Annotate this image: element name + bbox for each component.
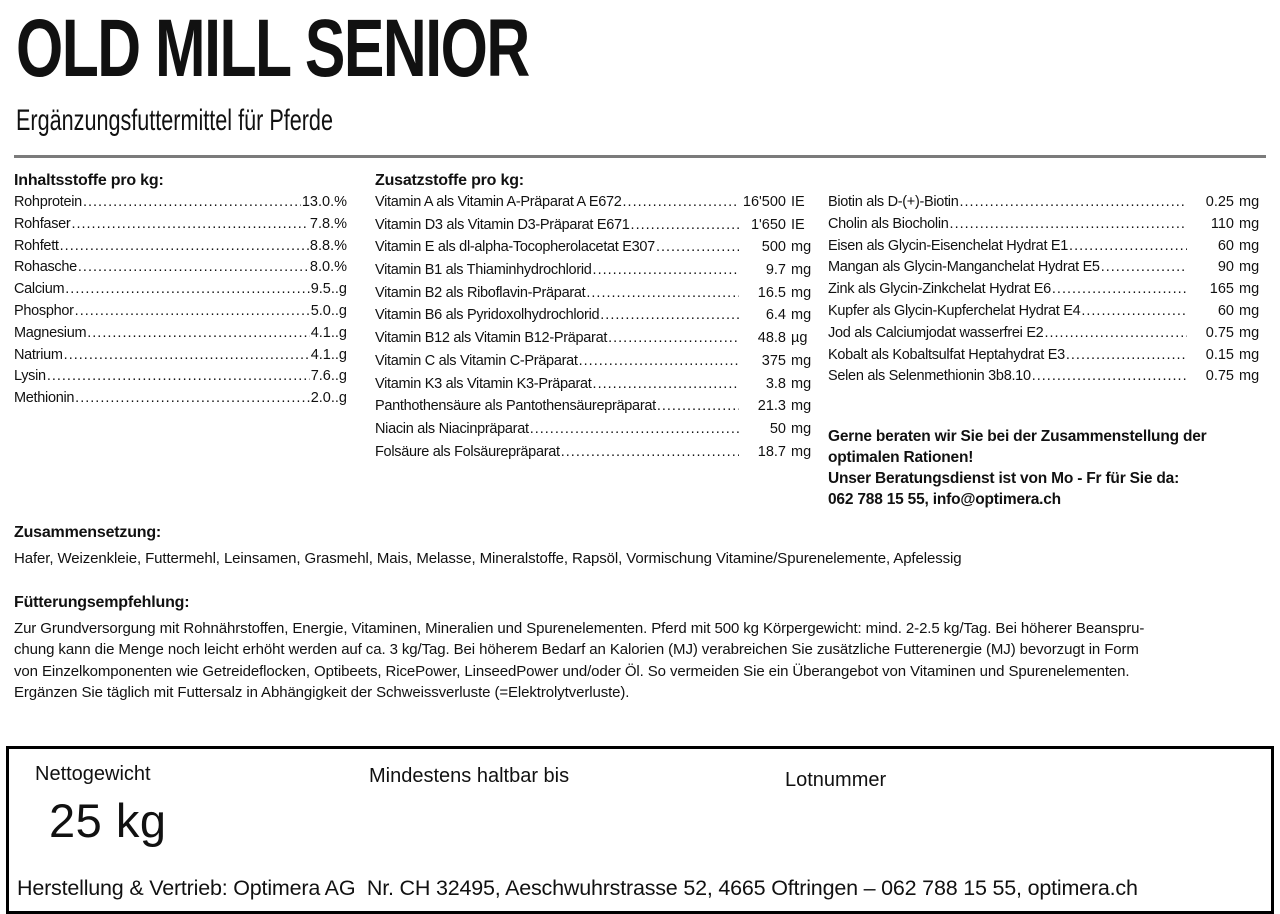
nutrient-label: Rohasche: [14, 259, 77, 276]
additive-label: Kupfer als Glycin-Kupferchelat Hydrat E4: [828, 302, 1081, 319]
additive-row: [375, 217, 818, 240]
additive-label: Mangan als Glycin-Manganchelat Hydrat E5: [828, 259, 1100, 276]
dot-leader: [530, 421, 739, 437]
additive-unit: mg: [1239, 324, 1260, 341]
dot-leader: [75, 303, 310, 319]
dot-leader: [1101, 259, 1187, 275]
additive-value: 0.15: [1205, 346, 1234, 363]
additive-label: Vitamin B2 als Riboflavin-Präparat: [375, 284, 586, 301]
additive-unit: µg: [791, 330, 808, 347]
additive-value: 60: [1217, 237, 1234, 254]
column-heading-spacer: [828, 172, 1266, 194]
dot-leader: [623, 194, 739, 210]
text-line: chung kann die Menge noch leicht erhöht werden auf ca. 3 kg/Tag. Bei höherem Bedarf an Kalorien (MJ) verabreichen Sie zusätzliche Futterenergie (MJ) bevorzugt in Form: [14, 641, 1139, 659]
additive-value: 48.8: [757, 330, 786, 347]
dot-leader: [87, 325, 309, 341]
additive-label: Cholin als Biocholin: [828, 215, 949, 232]
nutrient-row: [14, 347, 347, 369]
dot-leader: [1032, 368, 1187, 384]
additive-unit: mg: [791, 262, 812, 279]
dot-leader: [960, 194, 1188, 210]
dot-leader: [78, 259, 309, 275]
additive-label: Vitamin E als dl-alpha-Tocopherolacetat E307: [375, 239, 655, 256]
dot-leader: [657, 398, 739, 414]
additive-label: Zink als Glycin-Zinkchelat Hydrat E6: [828, 281, 1051, 298]
nutrient-label: Rohfaser: [14, 215, 71, 232]
additive-unit: mg: [1239, 281, 1260, 298]
manufacturer-line: Herstellung & Vertrieb: Optimera AG Nr. CH 32495, Aeschwuhrstrasse 52, 4665 Oftringen – 062 788 15 55, optimera.ch: [17, 875, 1138, 900]
additive-row: [375, 421, 818, 444]
dot-leader: [593, 376, 739, 392]
additive-unit: IE: [791, 194, 805, 210]
additive-row: [828, 325, 1266, 347]
additives-column: [375, 172, 818, 466]
additive-row: [375, 194, 818, 217]
dot-leader: [1069, 238, 1187, 254]
nutrient-row: [14, 194, 347, 216]
additive-value: 60: [1217, 302, 1234, 319]
additive-unit: mg: [1239, 259, 1260, 276]
additive-value: 500: [761, 239, 786, 256]
additive-value: 6.4: [765, 307, 786, 324]
additive-label: Vitamin K3 als Vitamin K3-Präparat: [375, 375, 592, 392]
additive-row: [375, 444, 818, 467]
additive-value: 50: [769, 420, 786, 437]
declaration-box: [6, 746, 1274, 914]
dot-leader: [950, 216, 1187, 232]
nutrient-label: Magnesium: [14, 324, 87, 341]
additive-unit: mg: [791, 420, 812, 437]
additive-unit: mg: [791, 284, 812, 301]
additive-unit: mg: [1239, 237, 1260, 254]
dot-leader: [1044, 325, 1187, 341]
additive-unit: mg: [1239, 368, 1260, 385]
additive-row: [375, 353, 818, 376]
additive-label: Vitamin A als Vitamin A-Präparat A E672: [375, 194, 622, 210]
dot-leader: [64, 347, 310, 363]
additive-unit: mg: [791, 443, 812, 460]
nutrient-row: [14, 238, 347, 260]
additive-row: [828, 281, 1266, 303]
additive-value: 110: [1210, 215, 1234, 232]
dot-leader: [47, 368, 310, 384]
additive-row: [828, 194, 1266, 216]
nutrient-row: [14, 281, 347, 303]
additive-row: [375, 376, 818, 399]
additive-row: [375, 285, 818, 308]
lot-number-label: Lotnummer: [785, 768, 887, 791]
column-heading-inhaltsstoffe: Inhaltsstoffe pro kg:: [14, 172, 164, 189]
advisory-text: [828, 426, 1266, 510]
additive-row: [375, 307, 818, 330]
additive-row: [828, 259, 1266, 281]
best-before-label: Mindestens haltbar bis: [369, 764, 570, 787]
nutrient-label: Natrium: [14, 346, 63, 363]
nutrient-label: Lysin: [14, 368, 46, 385]
dot-leader: [83, 194, 301, 210]
advisory-lines: [828, 426, 1266, 510]
text-line: 062 788 15 55, info@optimera.ch: [828, 491, 1061, 509]
feeding-heading: Fütterungsempfehlung:: [14, 593, 190, 611]
page-title: OLD MILL SENIOR: [16, 3, 529, 94]
additive-row: [828, 216, 1266, 238]
analytical-constituents-column: [14, 172, 347, 412]
nutrient-row: [14, 390, 347, 412]
additive-label: Folsäure als Folsäurepräparat: [375, 443, 560, 460]
column-heading-zusatzstoffe: Zusatzstoffe pro kg:: [375, 172, 524, 189]
additive-unit: mg: [1239, 194, 1260, 210]
additive-label: Vitamin B12 als Vitamin B12-Präparat: [375, 330, 608, 347]
nutrient-value: 4.1..g: [310, 324, 347, 341]
additive-label: Selen als Selenmethionin 3b8.10: [828, 368, 1031, 385]
feeding-text: [14, 618, 1266, 704]
additive-value: 16.5: [757, 284, 786, 301]
dot-leader: [631, 217, 739, 233]
additive-label: Panthothensäure als Pantothensäurepräparat: [375, 398, 656, 415]
additive-label: Biotin als D-(+)-Biotin: [828, 194, 959, 210]
additive-value: 3.8: [765, 375, 786, 392]
nutrition-columns: [14, 172, 1266, 510]
nutrient-value: 8.0.%: [309, 259, 347, 276]
dot-leader: [593, 262, 739, 278]
feeding-recommendation-section: [14, 594, 1266, 704]
additive-unit: mg: [791, 239, 812, 256]
nutrient-value: 9.5..g: [310, 281, 347, 298]
additive-label: Vitamin B1 als Thiaminhydrochlorid: [375, 262, 592, 279]
nutrient-row: [14, 259, 347, 281]
nutrient-value: 13.0.%: [301, 194, 347, 210]
dot-leader: [71, 216, 308, 232]
additive-unit: mg: [791, 398, 812, 415]
additive-row: [828, 347, 1266, 369]
text-line: Unser Beratungsdienst ist von Mo - Fr für Sie da:: [828, 470, 1180, 488]
text-line: optimalen Rationen!: [828, 449, 974, 467]
net-weight-label: Nettogewicht: [35, 762, 151, 785]
nutrient-value: 4.1..g: [310, 346, 347, 363]
nutrient-row: [14, 325, 347, 347]
additive-unit: IE: [791, 216, 805, 233]
nutrient-row: [14, 303, 347, 325]
dot-leader: [586, 285, 739, 301]
nutrient-label: Rohprotein: [14, 194, 82, 210]
additive-label: Niacin als Niacinpräparat: [375, 420, 529, 437]
page-subtitle: Ergänzungsfuttermittel für Pferde: [16, 104, 333, 137]
additive-row: [828, 368, 1266, 390]
dot-leader: [60, 238, 309, 254]
additive-unit: mg: [1239, 346, 1260, 363]
additive-value: 165: [1209, 281, 1234, 298]
additive-row: [375, 330, 818, 353]
text-line: Zur Grundversorgung mit Rohnährstoffen, Energie, Vitaminen, Mineralien und Spurenelementen. Pferd mit 500 kg Körpergewicht: mind. 2-2.5 kg/Tag. Bei höherer Beanspru-: [14, 619, 1145, 637]
dot-leader: [1081, 303, 1187, 319]
text-line: Ergänzen Sie täglich mit Futtersalz in Abhängigkeit der Schweissverluste (=Elektrolytverluste).: [14, 684, 630, 702]
header-rule: [14, 155, 1266, 158]
dot-leader: [75, 390, 310, 406]
zusatzstoffe-list: [375, 194, 818, 466]
dot-leader: [600, 307, 739, 323]
text-line: Gerne beraten wir Sie bei der Zusammenstellung der: [828, 428, 1207, 446]
composition-section: [14, 524, 1266, 570]
dot-leader: [608, 330, 739, 346]
nutrient-value: 2.0..g: [310, 390, 347, 407]
additive-label: Vitamin D3 als Vitamin D3-Präparat E671: [375, 216, 630, 233]
additive-row: [375, 398, 818, 421]
nutrient-value: 7.6..g: [310, 368, 347, 385]
nutrient-row: [14, 368, 347, 390]
dot-leader: [1066, 347, 1187, 363]
composition-heading: Zusammensetzung:: [14, 524, 162, 542]
additive-row: [828, 303, 1266, 325]
net-weight-value: 25 kg: [49, 793, 167, 847]
additive-row: [375, 262, 818, 285]
nutrient-label: Rohfett: [14, 237, 59, 254]
nutrient-label: Phosphor: [14, 302, 74, 319]
dot-leader: [579, 353, 739, 369]
additive-value: 0.75: [1205, 368, 1234, 385]
nutrient-label: Methionin: [14, 390, 75, 407]
composition-text: Hafer, Weizenkleie, Futtermehl, Leinsamen, Grasmehl, Mais, Melasse, Mineralstoffe, Rapsöl, Vormischung Vitamine/Spurenelemente, Apfelessig: [14, 550, 962, 568]
additive-value: 0.75: [1205, 324, 1234, 341]
additive-value: 16'500: [742, 194, 786, 210]
nutrient-label: Calcium: [14, 281, 65, 298]
additive-value: 0.25: [1205, 194, 1234, 210]
additive-unit: mg: [1239, 215, 1260, 232]
nutrient-value: 5.0..g: [310, 302, 347, 319]
nutrient-row: [14, 216, 347, 238]
dot-leader: [656, 239, 739, 255]
inhaltsstoffe-list: [14, 194, 347, 412]
feeding-lines: [14, 618, 1266, 704]
additive-unit: mg: [1239, 302, 1260, 319]
dot-leader: [1052, 281, 1187, 297]
additive-row: [375, 239, 818, 262]
additive-label: Vitamin B6 als Pyridoxolhydrochlorid: [375, 307, 600, 324]
additive-value: 9.7: [765, 262, 786, 279]
dot-leader: [65, 281, 309, 297]
additive-label: Vitamin C als Vitamin C-Präparat: [375, 352, 578, 369]
additive-value: 375: [761, 352, 786, 369]
additive-unit: mg: [791, 375, 812, 392]
additive-value: 90: [1217, 259, 1234, 276]
dot-leader: [561, 444, 739, 460]
spurenelemente-list: [828, 194, 1266, 390]
additive-row: [828, 238, 1266, 260]
additive-value: 21.3: [757, 398, 786, 415]
trace-elements-column: [828, 172, 1266, 510]
additive-value: 1'650: [750, 216, 786, 233]
additive-label: Kobalt als Kobaltsulfat Heptahydrat E3: [828, 346, 1065, 363]
text-line: von Einzelkomponenten wie Getreideflocken, Optibeets, RicePower, LinseedPower und/oder Öl. So vermeiden Sie ein Überangebot von Vitaminen und Spurenelementen.: [14, 662, 1130, 680]
additive-unit: mg: [791, 352, 812, 369]
additive-unit: mg: [791, 307, 812, 324]
nutrient-value: 8.8.%: [309, 237, 347, 254]
additive-label: Eisen als Glycin-Eisenchelat Hydrat E1: [828, 237, 1069, 254]
additive-value: 18.7: [757, 443, 786, 460]
nutrient-value: 7.8.%: [309, 215, 347, 232]
additive-label: Jod als Calciumjodat wasserfrei E2: [828, 324, 1044, 341]
